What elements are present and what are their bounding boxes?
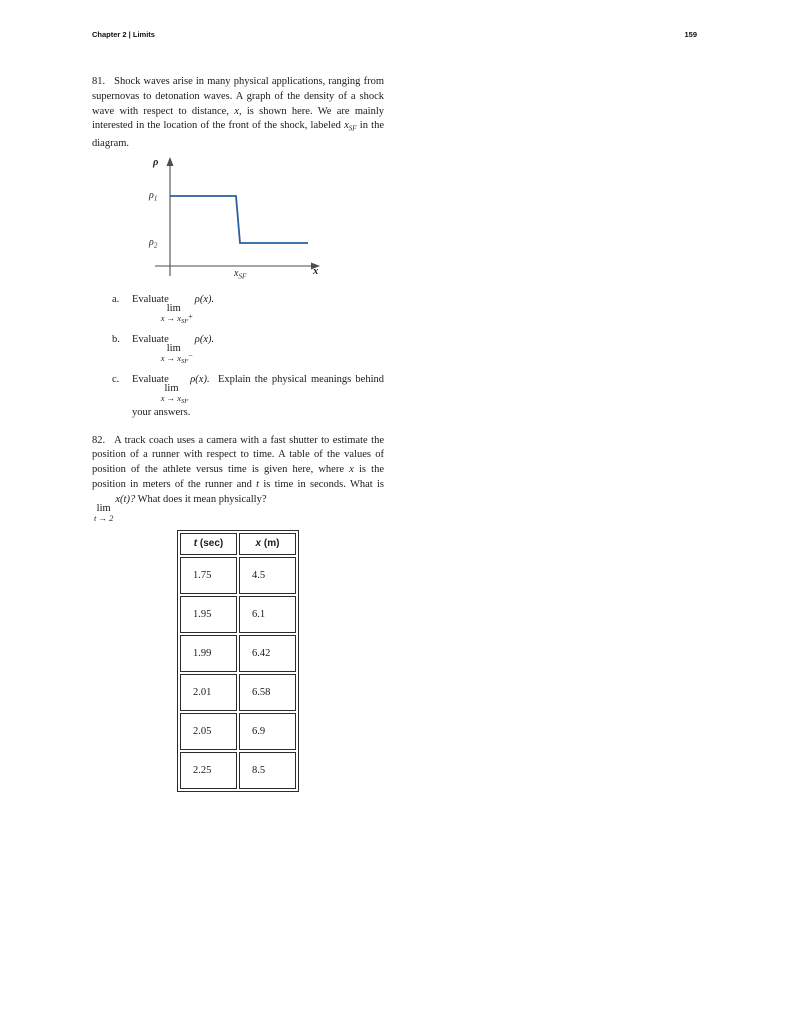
x-axis-label-x: x <box>313 266 319 278</box>
problem-81-text-1: Shock waves arise in many physical applications, ranging from supernovas to detonation waves. A graph of the density of a shock wave with respect to distance, <box>92 76 384 117</box>
chapter-label: Chapter 2 | Limits <box>92 30 155 39</box>
y-tick-rho2: $\rho_2$ <box>149 237 158 250</box>
part-b-label: b. <box>112 334 120 346</box>
page-number: 159 <box>684 30 697 39</box>
table-cell-t: 1.95 <box>180 596 237 633</box>
problem-81-part-b <box>92 333 384 366</box>
problem-82-text-3: is time in seconds. What is <box>259 478 384 490</box>
problem-82-function: x(t)? <box>115 493 136 505</box>
problem-81-number: 81. <box>92 76 106 87</box>
position-time-table <box>177 530 299 792</box>
part-c-followup: Explain the physical meanings behind your answers. <box>132 373 385 418</box>
table-cell-x: 6.58 <box>239 674 296 711</box>
table-cell-x: 4.5 <box>239 557 296 594</box>
density-curve <box>170 196 308 243</box>
table-row <box>180 713 296 750</box>
text-column <box>92 75 384 792</box>
limit-expression-left: lim $x \to x_{SF}-$ <box>160 343 193 366</box>
math-var-x2: x <box>349 464 354 476</box>
table-cell-x: 6.1 <box>239 596 296 633</box>
part-c-label: c. <box>112 373 120 385</box>
problem-81-part-c <box>92 373 384 421</box>
table-row <box>180 596 296 633</box>
table-cell-t: 2.01 <box>180 674 237 711</box>
table-row <box>180 752 296 789</box>
problem-82-statement <box>92 434 384 523</box>
y-axis-arrow <box>167 157 174 166</box>
part-a-function: ρ(x). <box>194 294 215 306</box>
table-cell-x: 8.5 <box>239 752 296 789</box>
math-var-t: t <box>256 478 260 490</box>
part-a-verb: Evaluate <box>132 294 169 306</box>
part-a-label: a. <box>112 294 120 306</box>
table-cell-t: 1.99 <box>180 635 237 672</box>
table-header-row <box>180 533 296 555</box>
problem-81-text-3: in the diagram. <box>92 120 384 149</box>
limit-expression-right: lim $x \to x_{SF}+$ <box>160 303 193 326</box>
limit-expression-t2: lim t → 2 <box>94 502 114 523</box>
part-b-verb: Evaluate <box>132 334 169 346</box>
problem-81-part-a <box>92 293 384 326</box>
limit-expression-two-sided: lim $x \to x_{SF}$ <box>160 382 189 405</box>
math-var-xsf: $x_{SF}$ <box>344 120 357 133</box>
table-cell-t: 2.25 <box>180 752 237 789</box>
problem-82-text-2: is the position in meters of the runner and <box>92 464 384 490</box>
y-axis-label-rho: ρ <box>153 157 159 169</box>
math-var-x: x <box>234 105 239 117</box>
table-cell-t: 1.75 <box>180 557 237 594</box>
table-row <box>180 635 296 672</box>
table-header-t: t (sec) <box>180 533 237 555</box>
problem-82-text-4: What does it mean physically? <box>135 493 267 505</box>
part-c-verb: Evaluate <box>132 373 169 385</box>
problem-81-parts <box>92 293 384 420</box>
x-tick-xsf: $x_{SF}$ <box>234 268 247 281</box>
table-cell-x: 6.9 <box>239 713 296 750</box>
table-row <box>180 674 296 711</box>
problem-81-statement <box>92 75 384 151</box>
table-header-x: x (m) <box>239 533 296 555</box>
table-cell-x: 6.42 <box>239 635 296 672</box>
figure-density-graph <box>92 155 384 288</box>
page-header <box>92 30 697 39</box>
problem-82-number: 82. <box>92 434 106 446</box>
y-tick-rho1: $\rho_1$ <box>149 190 158 203</box>
table-cell-t: 2.05 <box>180 713 237 750</box>
part-c-function: ρ(x). <box>190 373 210 385</box>
part-b-function: ρ(x). <box>194 334 215 346</box>
table-row <box>180 557 296 594</box>
problem-81-text-2: , is shown here. We are mainly interested in the location of the front of the shock, labeled <box>92 105 385 132</box>
problem-82-text-1: A track coach uses a camera with a fast shutter to estimate the position of a runner with respect to time. A table of the values of position of the athlete versus time is given here, where <box>92 434 384 476</box>
